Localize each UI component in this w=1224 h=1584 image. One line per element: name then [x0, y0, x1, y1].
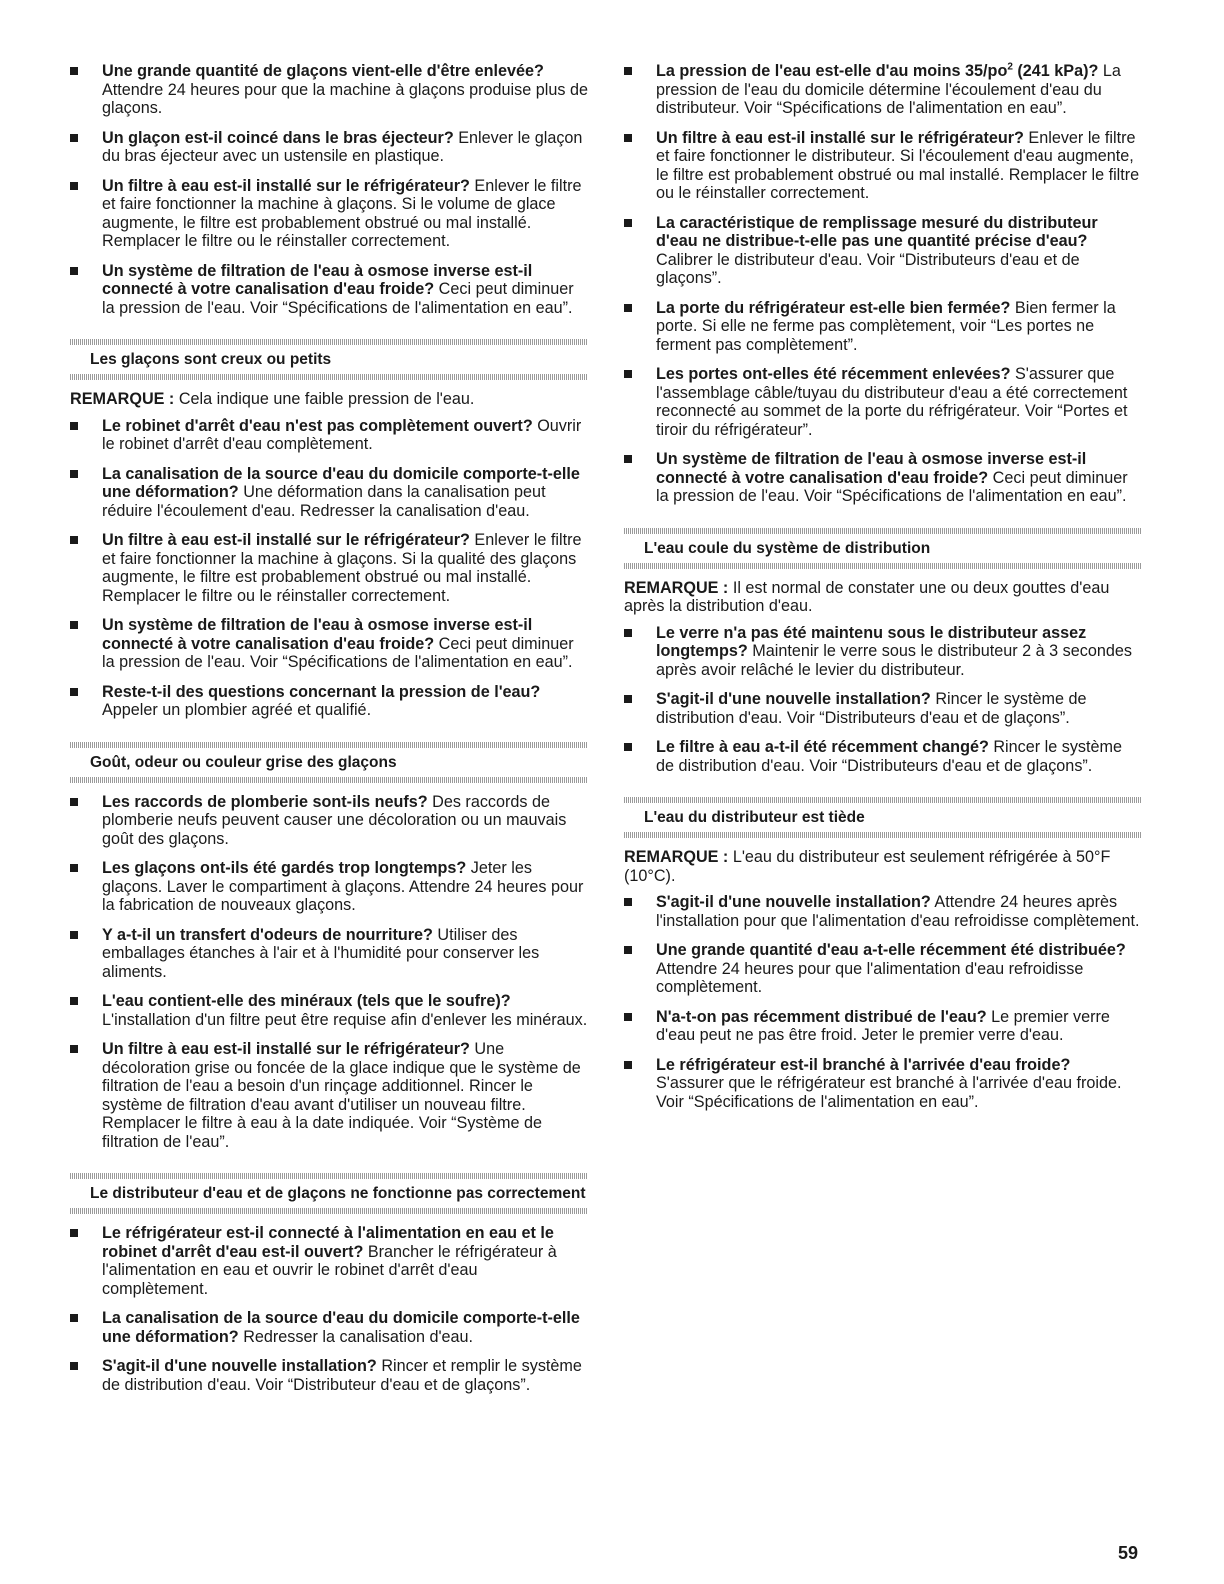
list-item [70, 177, 588, 251]
section-header [624, 797, 1142, 838]
item-answer: Utiliser des emballages étanches à l'air et à l'humidité pour conserver les aliments. [102, 925, 540, 981]
item-question: Un système de filtration de l'eau à osmose inverse est-il connecté à votre canalisation d'eau froide? [102, 261, 533, 298]
item-answer: Des raccords de plomberie neufs peuvent causer une décoloration ou un mauvais goût des glaçons. [102, 792, 567, 848]
pressure-question-unit: (241 kPa)? [1012, 62, 1099, 80]
square-bullet-icon [624, 67, 632, 75]
section-divider [624, 832, 1142, 838]
note-text: L'eau du distributeur est seulement réfrigérée à 50°F (10°C). [624, 848, 1111, 885]
section-title: L'eau du distributeur est tiède [644, 809, 865, 826]
item-question: Y a-t-il un transfert d'odeurs de nourriture? [102, 925, 433, 944]
item-answer: Bien fermer la porte. Si elle ne ferme pas complètement, voir “Les portes ne ferment pas complètement”. [656, 298, 1116, 354]
section-header [70, 1173, 588, 1214]
list-item [624, 941, 1142, 997]
item-answer: S'assurer que le réfrigérateur est branché à l'arrivée d'eau froide. Voir “Spécifications de l'alimentation en eau”. [656, 1074, 1122, 1111]
square-bullet-icon [70, 621, 78, 629]
superscript-exponent: 2 [1007, 61, 1013, 73]
section-divider [70, 374, 588, 380]
section-header [624, 528, 1142, 569]
item-answer: Calibrer le distributeur d'eau. Voir “Distributeurs d'eau et de glaçons”. [656, 250, 1080, 287]
item-answer: Maintenir le verre sous le distributeur 2 à 3 secondes après avoir relâché le levier du distributeur. [656, 642, 1132, 679]
item-answer: L'installation d'un filtre peut être requise afin d'enlever les minéraux. [102, 1010, 588, 1029]
section-title: Goût, odeur ou couleur grise des glaçons [90, 753, 397, 771]
item-list [70, 793, 588, 1152]
square-bullet-icon [624, 219, 632, 227]
pressure-question-text: La pression de l'eau est-elle d'au moins 35/po [656, 62, 1008, 80]
list-item [70, 62, 588, 118]
item-answer: Jeter les glaçons. Laver le compartiment à glaçons. Attendre 24 heures pour la fabrication de nouveaux glaçons. [102, 859, 584, 914]
item-answer: Enlever le filtre et faire fonctionner la machine à glaçons. Si le volume de glace augmente, le filtre est probablement obstrué ou mal installé. Remplacer le filtre ou le réinstaller correctement. [102, 176, 582, 250]
note-text: Cela indique une faible pression de l'eau. [174, 390, 475, 408]
item-question: Un filtre à eau est-il installé sur le réfrigérateur? [102, 1040, 470, 1058]
square-bullet-icon [624, 1061, 632, 1069]
list-item [624, 1056, 1142, 1112]
square-bullet-icon [70, 1229, 78, 1237]
item-answer: Attendre 24 heures après l'installation pour que l'alimentation d'eau refroidisse complètement. [656, 893, 1140, 930]
square-bullet-icon [624, 898, 632, 906]
list-item [70, 1309, 588, 1346]
list-item [70, 1224, 588, 1298]
item-answer: Brancher le réfrigérateur à l'alimentation en eau et ouvrir le robinet d'arrêt d'eau complètement. [102, 1242, 557, 1298]
list-item [70, 465, 588, 521]
list-item [624, 214, 1142, 288]
item-answer: Ceci peut diminuer la pression de l'eau. Voir “Spécifications de l'alimentation en eau”. [102, 634, 574, 671]
list-item [624, 1008, 1142, 1045]
item-question: Un filtre à eau est-il installé sur le réfrigérateur? [102, 531, 470, 549]
item-question: Les portes ont-elles été récemment enlevées? [656, 365, 1011, 383]
section-header [70, 339, 588, 380]
list-item [70, 129, 588, 166]
item-question: Le réfrigérateur est-il branché à l'arrivée d'eau froide? [656, 1055, 1071, 1074]
item-list [70, 62, 588, 317]
item-answer: Rincer le système de distribution d'eau. Voir “Distributeurs d'eau et de glaçons”. [656, 690, 1087, 727]
section-divider [70, 777, 588, 783]
note [624, 579, 1142, 616]
square-bullet-icon [624, 695, 632, 703]
square-bullet-icon [624, 134, 632, 142]
note-text: Il est normal de constater une ou deux gouttes d'eau après la distribution d'eau. [624, 578, 1110, 615]
item-question: Un système de filtration de l'eau à osmose inverse est-il connecté à votre canalisation d'eau froide? [102, 616, 533, 653]
item-question: Un filtre à eau est-il installé sur le réfrigérateur? [656, 128, 1024, 147]
section-divider [70, 1208, 588, 1214]
item-list [624, 62, 1142, 506]
item-question: La canalisation de la source d'eau du domicile comporte-t-elle une déformation? [102, 1309, 580, 1346]
item-answer: Ceci peut diminuer la pression de l'eau. Voir “Spécifications de l'alimentation en eau”. [102, 280, 574, 317]
item-answer: Attendre 24 heures pour que la machine à glaçons produise plus de glaçons. [102, 80, 588, 117]
square-bullet-icon [70, 864, 78, 872]
list-item [70, 926, 588, 982]
square-bullet-icon [70, 67, 78, 75]
note-label: REMARQUE : [70, 390, 175, 408]
item-question: Les glaçons ont-ils été gardés trop longtemps? [102, 859, 467, 877]
left-column [70, 62, 588, 1405]
item-question: La caractéristique de remplissage mesuré du distributeur d'eau ne distribue-t-elle pas une quantité précise d'eau? [656, 213, 1098, 250]
list-item [70, 1357, 588, 1394]
square-bullet-icon [70, 688, 78, 696]
note-label: REMARQUE : [624, 578, 729, 597]
item-answer: Enlever le glaçon du bras éjecteur avec un ustensile en plastique. [102, 128, 583, 165]
item-question: Le filtre à eau a-t-il été récemment changé? [656, 738, 989, 756]
item-answer: Ouvrir le robinet d'arrêt d'eau complètement. [102, 416, 582, 453]
item-answer: Une déformation dans la canalisation peut réduire l'écoulement d'eau. Redresser la canalisation d'eau. [102, 483, 546, 520]
list-item [70, 262, 588, 318]
list-item [70, 859, 588, 915]
item-answer: Enlever le filtre et faire fonctionner le distributeur. Si l'écoulement d'eau augmente, le filtre est probablement obstrué ou mal installé. Remplacer le filtre ou le réinstaller correctement. [656, 128, 1140, 202]
list-item [70, 417, 588, 454]
section-title: Les glaçons sont creux ou petits [90, 351, 332, 368]
item-answer: Ceci peut diminuer la pression de l'eau. Voir “Spécifications de l'alimentation en eau”. [656, 468, 1128, 505]
item-list [70, 417, 588, 720]
list-item [624, 738, 1142, 775]
item-list [624, 893, 1142, 1111]
item-answer: Enlever le filtre et faire fonctionner la machine à glaçons. Si la qualité des glaçons augmente, le filtre est probablement obstrué ou mal installé. Remplacer le filtre ou le réinstaller correctement. [102, 531, 582, 605]
item-question: S'agit-il d'une nouvelle installation? [102, 1357, 377, 1375]
item-question: Reste-t-il des questions concernant la pression de l'eau? [102, 682, 541, 701]
section-header [70, 742, 588, 783]
item-answer: La pression de l'eau du domicile détermine l'écoulement d'eau du distributeur. Voir “Spécifications de l'alimentation en eau”. [656, 62, 1121, 117]
square-bullet-icon [70, 1045, 78, 1053]
note [70, 390, 588, 409]
item-answer: Rincer et remplir le système de distribution d'eau. Voir “Distributeur d'eau et de glaçons”. [102, 1357, 582, 1394]
item-question: L'eau contient-elle des minéraux (tels que le soufre)? [102, 992, 511, 1010]
item-answer: Redresser la canalisation d'eau. [238, 1327, 474, 1346]
square-bullet-icon [70, 1362, 78, 1370]
item-question: Un système de filtration de l'eau à osmose inverse est-il connecté à votre canalisation d'eau froide? [656, 450, 1087, 487]
item-question: La porte du réfrigérateur est-elle bien fermée? [656, 298, 1011, 317]
item-question: S'agit-il d'une nouvelle installation? [656, 690, 931, 708]
item-answer: Attendre 24 heures pour que l'alimentation d'eau refroidisse complètement. [656, 959, 1084, 996]
square-bullet-icon [624, 304, 632, 312]
list-item [624, 893, 1142, 930]
list-item [70, 992, 588, 1029]
item-question: Les raccords de plomberie sont-ils neufs? [102, 792, 428, 811]
right-column [624, 62, 1142, 1122]
section-divider [624, 563, 1142, 569]
square-bullet-icon [70, 267, 78, 275]
square-bullet-icon [624, 1013, 632, 1021]
item-question [656, 62, 1098, 80]
item-question: La canalisation de la source d'eau du domicile comporte-t-elle une déformation? [102, 464, 580, 501]
square-bullet-icon [70, 470, 78, 478]
note-label: REMARQUE : [624, 848, 729, 866]
section-title: L'eau coule du système de distribution [644, 539, 931, 557]
square-bullet-icon [624, 370, 632, 378]
item-answer: Le premier verre d'eau peut ne pas être froid. Jeter le premier verre d'eau. [656, 1007, 1110, 1044]
list-item [70, 683, 588, 720]
list-item [624, 129, 1142, 203]
item-answer: Rincer le système de distribution d'eau. Voir “Distributeurs d'eau et de glaçons”. [656, 738, 1122, 775]
square-bullet-icon [624, 946, 632, 954]
square-bullet-icon [624, 629, 632, 637]
square-bullet-icon [70, 422, 78, 430]
list-item [70, 616, 588, 672]
list-item [70, 1040, 588, 1151]
item-question: Une grande quantité d'eau a-t-elle récemment été distribuée? [656, 941, 1126, 959]
square-bullet-icon [70, 182, 78, 190]
page-number: 59 [1118, 1543, 1139, 1563]
square-bullet-icon [70, 134, 78, 142]
item-question: Un filtre à eau est-il installé sur le réfrigérateur? [102, 176, 470, 195]
item-answer: S'assurer que l'assemblage câble/tuyau du distributeur d'eau a été correctement reconnecté au sommet de la porte du réfrigérateur. Voir “Portes et tiroir du réfrigérateur”. [656, 365, 1128, 439]
item-list [70, 1224, 588, 1394]
list-item [70, 793, 588, 849]
item-answer: Une décoloration grise ou foncée de la glace indique que le système de filtration de l'eau a besoin d'un rinçage additionnel. Rincer le système de filtration d'eau avant d'utiliser un nouveau filtre. Remplacer le filtre à eau à la date indiquée. Voir “Système de filtration de l'eau”. [102, 1040, 581, 1151]
item-question: N'a-t-on pas récemment distribué de l'eau? [656, 1007, 987, 1026]
square-bullet-icon [70, 536, 78, 544]
list-item [624, 450, 1142, 506]
square-bullet-icon [70, 798, 78, 806]
square-bullet-icon [624, 743, 632, 751]
item-question: Le verre n'a pas été maintenu sous le distributeur assez longtemps? [656, 623, 1087, 660]
item-list [624, 624, 1142, 776]
list-item [624, 690, 1142, 727]
square-bullet-icon [70, 997, 78, 1005]
item-question: S'agit-il d'une nouvelle installation? [656, 893, 931, 911]
list-item [624, 62, 1142, 118]
item-question: Le robinet d'arrêt d'eau n'est pas complètement ouvert? [102, 416, 533, 435]
item-question: Une grande quantité de glaçons vient-elle d'être enlevée? [102, 62, 544, 80]
square-bullet-icon [70, 1314, 78, 1322]
item-question: Le réfrigérateur est-il connecté à l'alimentation en eau et le robinet d'arrêt d'eau est-il ouvert? [102, 1224, 554, 1261]
list-item [70, 531, 588, 605]
section-title: Le distributeur d'eau et de glaçons ne fonctionne pas correctement [90, 1185, 586, 1202]
square-bullet-icon [70, 931, 78, 939]
item-question: Un glaçon est-il coincé dans le bras éjecteur? [102, 128, 454, 147]
list-item [624, 299, 1142, 355]
item-answer: Appeler un plombier agréé et qualifié. [102, 701, 372, 719]
list-item [624, 365, 1142, 439]
note [624, 848, 1142, 885]
square-bullet-icon [624, 455, 632, 463]
list-item [624, 624, 1142, 680]
